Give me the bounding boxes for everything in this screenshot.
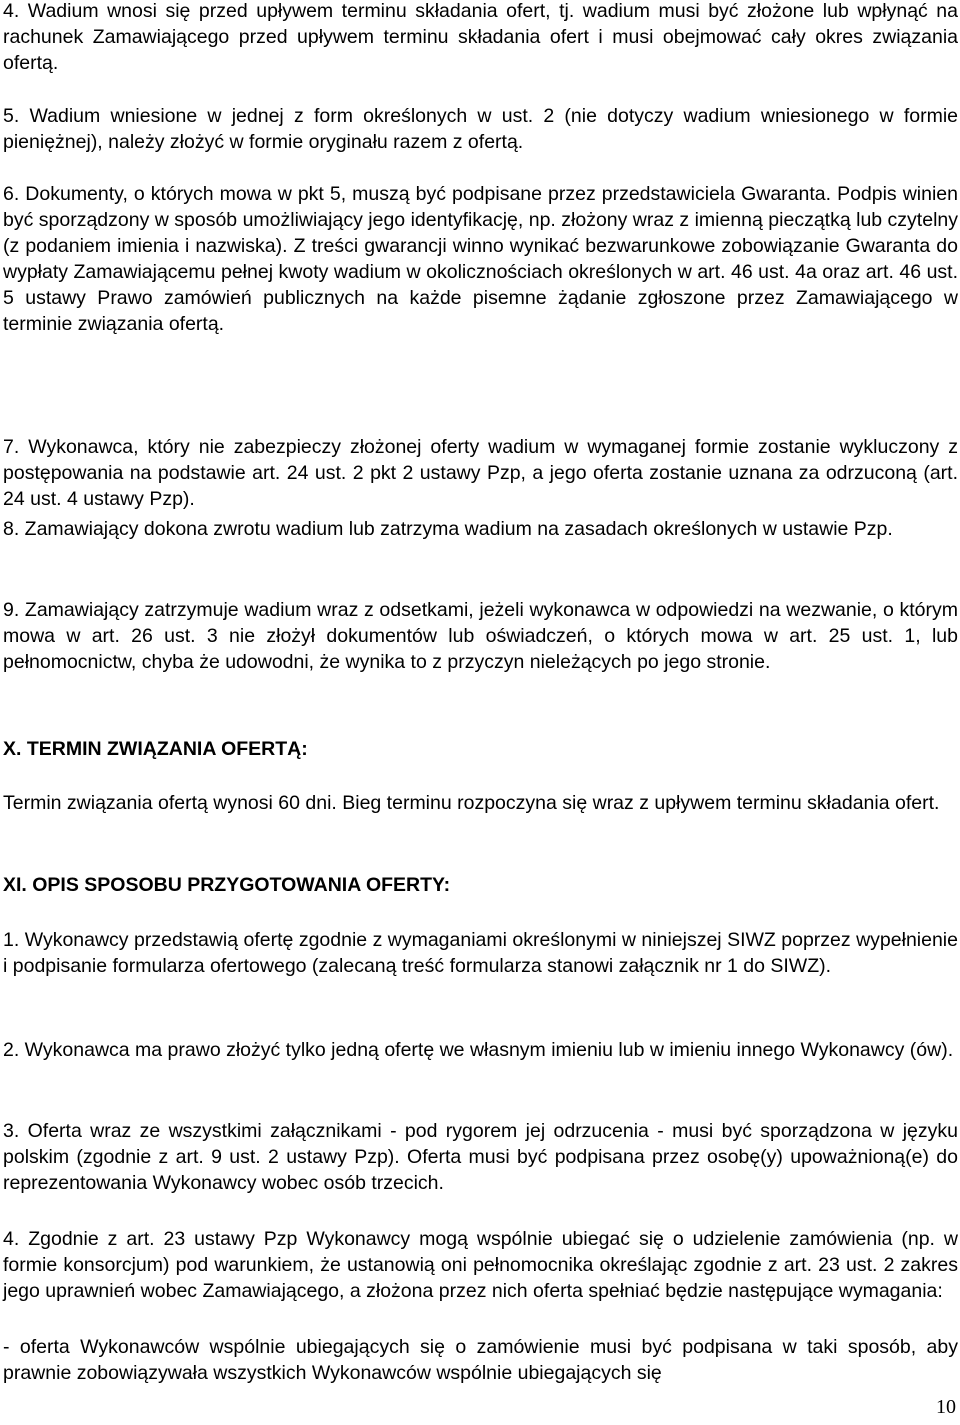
paragraph-wadium-5: 5. Wadium wniesione w jednej z form określonych w ust. 2 (nie dotyczy wadium wniesionego w formie pieniężnej), należy złożyć w formie oryginału razem z ofertą.	[3, 105, 958, 153]
paragraph-oferta-3: 3. Oferta wraz ze wszystkimi załącznikami - pod rygorem jej odrzucenia - musi być sporządzona w języku polskim (zgodnie z art. 9 ust. 2 ustawy Pzp). Oferta musi być podpisana przez osobę(y) upoważnioną(e) do reprezentowania Wykonawcy wobec osób trzecich.	[3, 1120, 958, 1194]
paragraph-wadium-7: 7. Wykonawca, który nie zabezpieczy złożonej oferty wadium w wymaganej formie zostanie wykluczony z postępowania na podstawie art. 24 ust. 2 pkt 2 ustawy Pzp, a jego oferta zostanie uznana za odrzuconą (art. 24 ust. 4 ustawy Pzp).	[3, 436, 958, 510]
paragraph-wadium-9: 9. Zamawiający zatrzymuje wadium wraz z odsetkami, jeżeli wykonawca w odpowiedzi na wezwanie, o którym mowa w art. 26 ust. 3 nie złożył dokumentów lub oświadczeń, o których mowa w art. 25 ust. 1, lub pełnomocnictw, chyba że udowodni, że wynika to z przyczyn nieleżących po jego stronie.	[3, 599, 958, 673]
paragraph-oferta-4-bullet: - oferta Wykonawców wspólnie ubiegających się o zamówienie musi być podpisana w taki sposób, aby prawnie zobowiązywała wszystkich Wykonawców wspólnie ubiegających się	[3, 1336, 958, 1384]
paragraph-wadium-6: 6. Dokumenty, o których mowa w pkt 5, muszą być podpisane przez przedstawiciela Gwaranta. Podpis winien być sporządzony w sposób umożliwiający jego identyfikację, np. złożony wraz z imienną pieczątką lub czytelny (z podaniem imienia i nazwiska). Z treści gwarancji winno wynikać bezwarunkowe zobowiązanie Gwaranta do wypłaty Zamawiającemu pełnej kwoty wadium w okolicznościach określonych w art. 46 ust. 4a oraz art. 46 ust. 5 ustawy Prawo zamówień publicznych na każde pisemne żądanie zgłoszone przez Zamawiającego w terminie związania ofertą.	[3, 183, 958, 335]
paragraph-oferta-2: 2. Wykonawca ma prawo złożyć tylko jedną ofertę we własnym imieniu lub w imieniu innego Wykonawcy (ów).	[3, 1039, 954, 1061]
paragraph-wadium-8: 8. Zamawiający dokona zwrotu wadium lub zatrzyma wadium na zasadach określonych w ustawie Pzp.	[3, 518, 893, 540]
paragraph-wadium-4: 4. Wadium wnosi się przed upływem terminu składania ofert, tj. wadium musi być złożone lub wpłynąć na rachunek Zamawiającego przed upływem terminu składania ofert i musi obejmować cały okres związania ofertą.	[3, 0, 958, 74]
section-heading-x: X. TERMIN ZWIĄZANIA OFERTĄ:	[3, 738, 308, 760]
paragraph-oferta-4: 4. Zgodnie z art. 23 ustawy Pzp Wykonawcy mogą wspólnie ubiegać się o udzielenie zamówienia (np. w formie konsorcjum) pod warunkiem, że ustanowią oni pełnomocnika określając zgodnie z art. 23 ust. 2 zakres jego uprawnień wobec Zamawiającego, a złożona przez nich oferta spełniać będzie następujące wymagania:	[3, 1228, 958, 1302]
paragraph-oferta-1: 1. Wykonawcy przedstawią ofertę zgodnie z wymaganiami określonymi w niniejszej SIWZ poprzez wypełnienie i podpisanie formularza ofertowego (zalecaną treść formularza stanowi załącznik nr 1 do SIWZ).	[3, 929, 958, 977]
paragraph-termin: Termin związania ofertą wynosi 60 dni. Bieg terminu rozpoczyna się wraz z upływem terminu składania ofert.	[3, 792, 940, 814]
section-heading-xi: XI. OPIS SPOSOBU PRZYGOTOWANIA OFERTY:	[3, 874, 451, 896]
page-number: 10	[936, 1396, 956, 1418]
